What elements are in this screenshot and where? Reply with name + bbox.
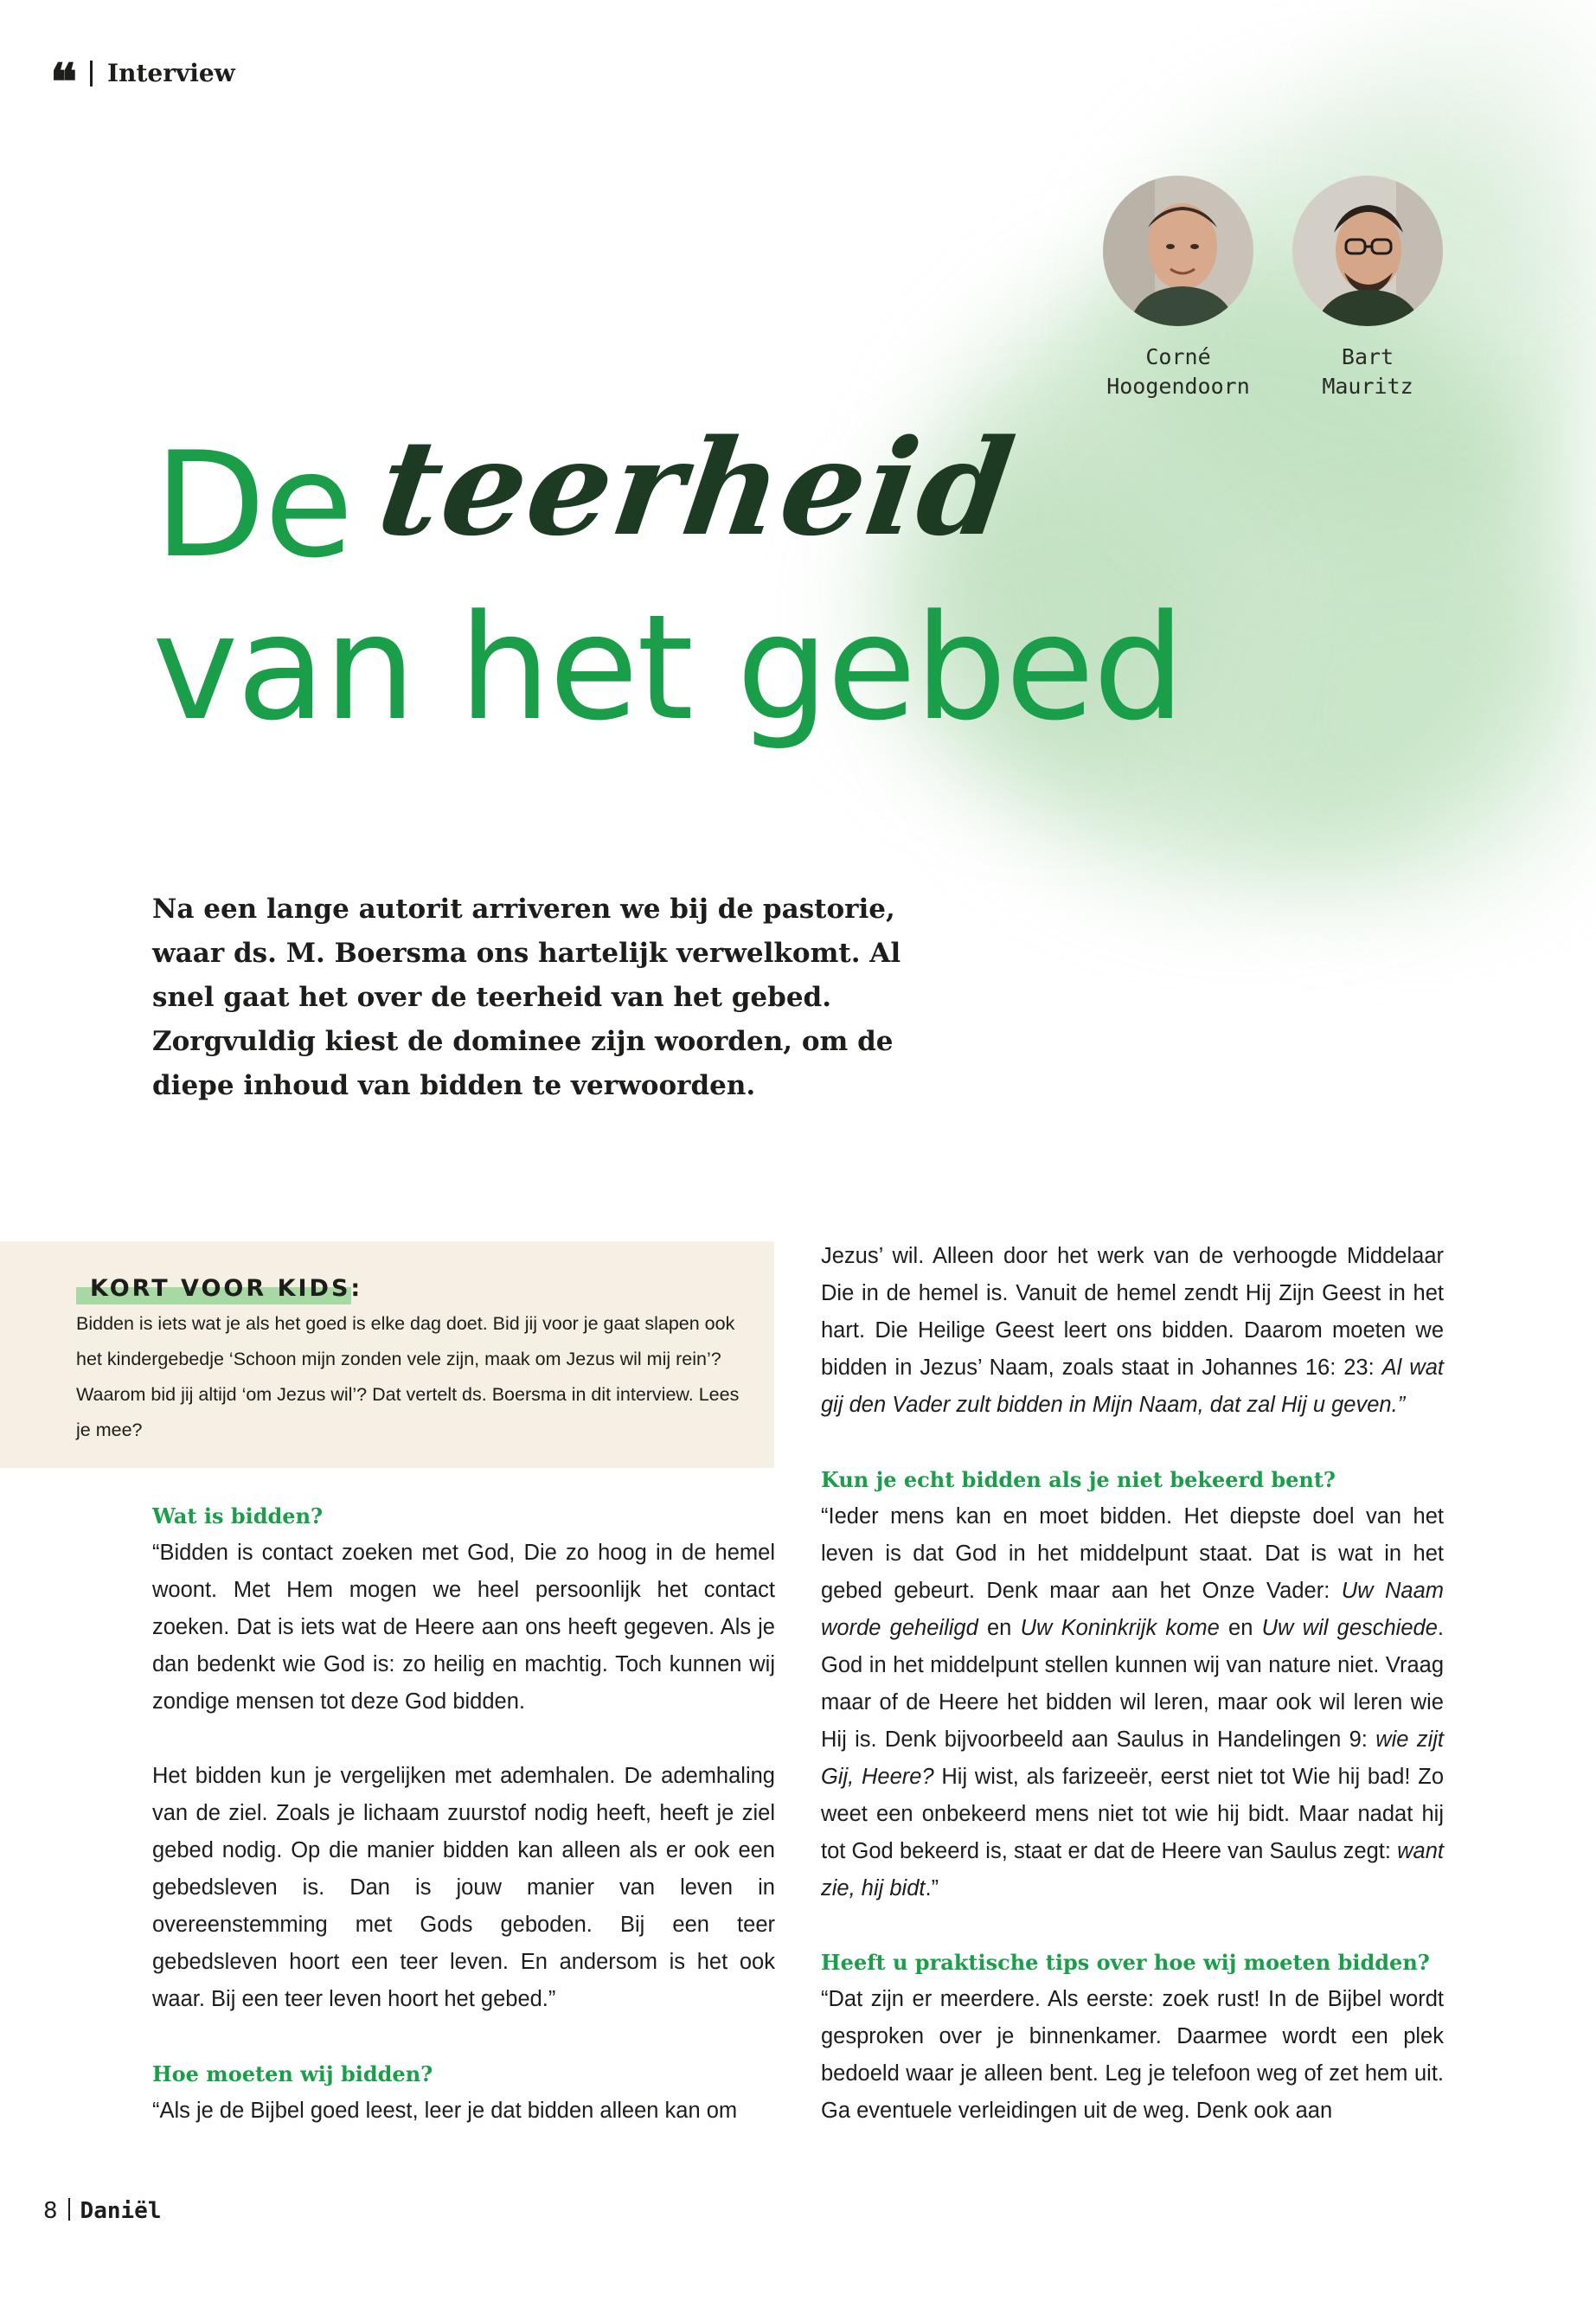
title-accent-word: teerheid (369, 410, 1024, 565)
header-divider (90, 61, 93, 87)
title-word-de: De (154, 420, 352, 590)
magazine-name: Daniël (80, 2198, 162, 2224)
question-heading: Kun je echt bidden als je niet bekeerd bent? (821, 1467, 1336, 1492)
answer-paragraph: Het bidden kun je vergelijken met ademhalen. De ademhaling van de ziel. Zoals je lichaam zuurstof nodig heeft, heeft je ziel gebed nodig. Op die manier bidden kan alleen als er ook een gebedsleven is. Dan is jouw manier van leven in overeenstemming met Gods geboden. Bij een teer gebedsleven hoort een teer leven. En andersom is het ook waar. Bij een teer leven hoort het gebed.” (152, 1764, 775, 2011)
answer-paragraph: Jezus’ wil. Alleen door het werk van de verhoogde Middelaar Die in de hemel is. Vanuit de hemel zendt Hij Zijn Geest in het hart. Die Heilige Geest leert ons bidden. Daarom moeten we bidden in Jezus’ Naam, zoals staat in Johannes 16: 23: Al wat gij den Vader zult bidden in Mijn Naam, dat zal Hij u geven.” (821, 1244, 1444, 1417)
author-avatar-bart (1292, 176, 1443, 326)
question-heading: Wat is bidden? (152, 1503, 324, 1529)
question-heading: Heeft u praktische tips over hoe wij moeten bidden? (821, 1950, 1430, 1975)
section-label: Interview (107, 59, 235, 87)
footer-divider (68, 2198, 70, 2221)
title-line-2: van het gebed (152, 583, 1183, 753)
kids-title: KORT VOOR KIDS: (90, 1275, 363, 1302)
watercolor-wash (1228, 536, 1596, 900)
quote-icon: ❝ (50, 53, 78, 112)
answer-paragraph: “Dat zijn er meerdere. Als eerste: zoek rust! In de Bijbel wordt gesproken over je binnenkamer. Daarmee wordt een plek bedoeld waar je alleen bent. Leg je telefoon weg of zet hem uit. Ga eventuele verleidingen uit de weg. Denk ook aan (821, 1987, 1444, 2123)
answer-paragraph: “Als je de Bijbel goed leest, leer je dat bidden alleen kan om (152, 2099, 738, 2123)
answer-paragraph: “Bidden is contact zoeken met God, Die zo hoog in de hemel woont. Met Hem mogen we heel persoonlijk het contact zoeken. Dat is iets wat de Heere aan ons heeft gegeven. Als je dan bedenkt wie God is: zo heilig en machtig. Toch kunnen wij zondige mensen tot deze God bidden. (152, 1541, 775, 1714)
author-avatar-corne (1103, 176, 1253, 326)
page-footer (43, 2197, 161, 2224)
question-heading: Hoe moeten wij bidden? (152, 2061, 433, 2086)
intro-paragraph: Na een lange autorit arriveren we bij de pastorie, waar ds. M. Boersma ons hartelijk verwelkomt. Al snel gaat het over de teerheid van het gebed. Zorgvuldig kiest de dominee zijn woorden, om de diepe inhoud van bidden te verwoorden. (152, 894, 901, 1101)
author-name-bart: Bart Mauritz (1322, 344, 1413, 399)
kids-text: Bidden is iets wat je als het goed is elke dag doet. Bid jij voor je gaat slapen ook het kindergebedje ‘Schoon mijn zonden vele zijn, maak om Jezus wil mij rein’? Waarom bid jij altijd ‘om Jezus wil’? Dat vertelt ds. Boersma in dit interview. Lees je mee? (76, 1313, 740, 1440)
page-number: 8 (43, 2198, 58, 2224)
answer-paragraph: “Ieder mens kan en moet bidden. Het diepste doel van het leven is dat God in het middelpunt staat. Dat is wat in het gebed gebeurt. Denk maar aan het Onze Vader: Uw Naam worde geheiligd en Uw Koninkrijk kome en Uw wil geschiede. God in het middelpunt stellen kunnen wij van nature niet. Vraag maar of de Heere het bidden wil leren, maar ook wil leren wie Hij is. Denk bijvoorbeeld aan Saulus in Handelingen 9: wie zijt Gij, Heere? Hij wist, als farizeeër, eerst niet tot Wie hij bad! Zo weet een onbekeerd mens niet tot wie hij bidt. Maar nadat hij tot God bekeerd is, staat er dat de Heere van Saulus zegt: want zie, hij bidt.” (821, 1504, 1444, 1900)
author-name-corne: Corné Hoogendoorn (1106, 344, 1250, 399)
